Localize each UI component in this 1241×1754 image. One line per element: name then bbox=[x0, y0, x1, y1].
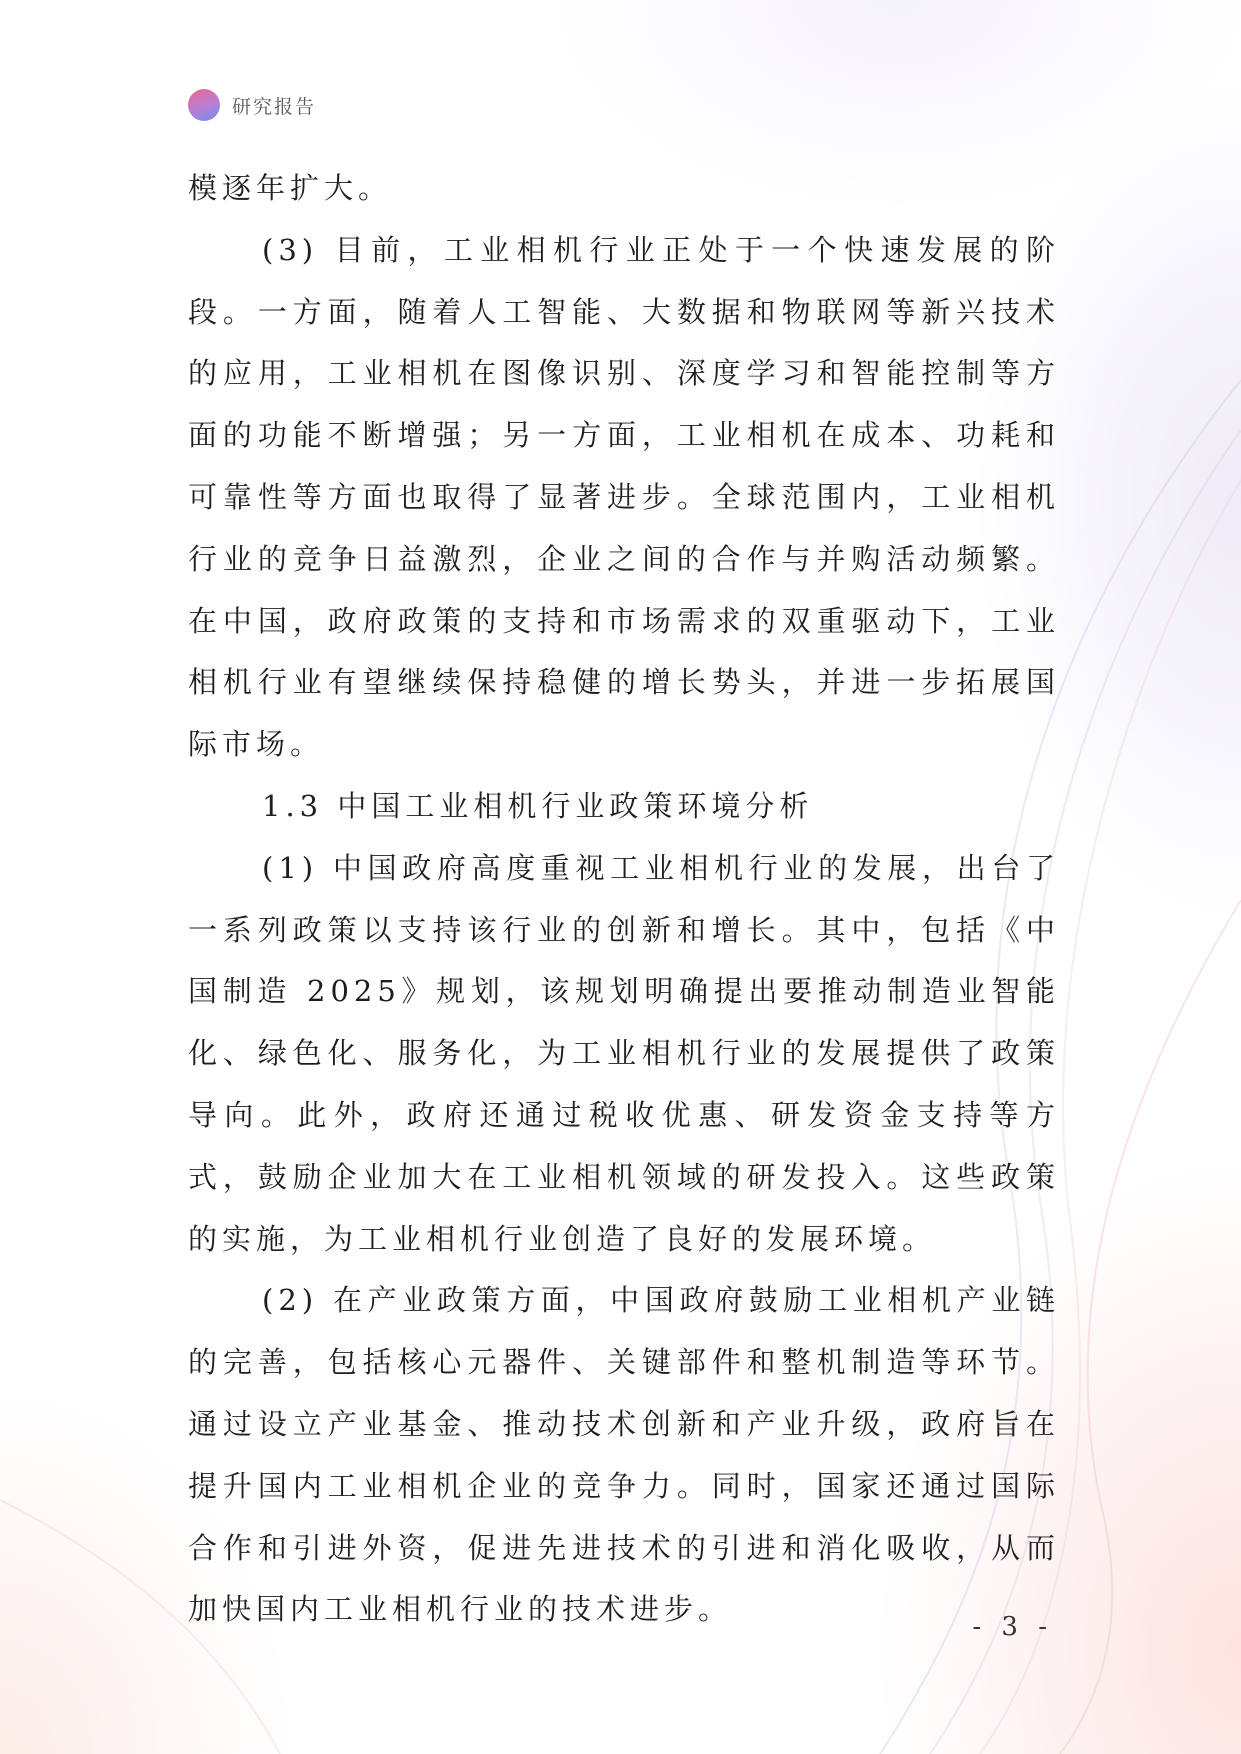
paragraph-2: (2) 在产业政策方面，中国政府鼓励工业相机产业链的完善，包括核心元器件、关键部件和整机制造等环节。通过设立产业基金、推动技术创新和产业升级，政府旨在提升国内工业相机企业的竞争力。同时，国家还通过国际合作和引进外资，促进先进技术的引进和消化吸收，从而加快国内工业相机行业的技术进步。 bbox=[188, 1283, 1060, 1627]
paragraph-1: (1) 中国政府高度重视工业相机行业的发展，出台了一系列政策以支持该行业的创新和增长。其中，包括《中国制造 2025》规划，该规划明确提出要推动制造业智能化、绿色化、服务化，为工业相机行业的发展提供了政策导向。此外，政府还通过税收优惠、研发资金支持等方式，鼓励企业加大在工业相机领域的研发投入。这些政策的实施，为工业相机行业创造了良好的发展环境。 bbox=[188, 850, 1060, 1256]
page-header bbox=[188, 88, 316, 122]
report-logo-icon bbox=[188, 89, 220, 121]
paragraph-continuation: 模逐年扩大。 bbox=[188, 171, 393, 205]
body-text bbox=[188, 158, 1060, 1641]
paragraph-3: (3) 目前，工业相机行业正处于一个快速发展的阶段。一方面，随着人工智能、大数据和物联网等新兴技术的应用，工业相机在图像识别、深度学习和智能控制等方面的功能不断增强；另一方面，工业相机在成本、功耗和可靠性等方面也取得了显著进步。全球范围内，工业相机行业的竞争日益激烈，企业之间的合作与并购活动频繁。在中国，政府政策的支持和市场需求的双重驱动下，工业相机行业有望继续保持稳健的增长势头，并进一步拓展国际市场。 bbox=[188, 232, 1060, 762]
page-number: - 3 - bbox=[972, 1612, 1053, 1642]
section-heading: 1.3 中国工业相机行业政策环境分析 bbox=[262, 788, 814, 823]
header-title: 研究报告 bbox=[232, 95, 317, 118]
